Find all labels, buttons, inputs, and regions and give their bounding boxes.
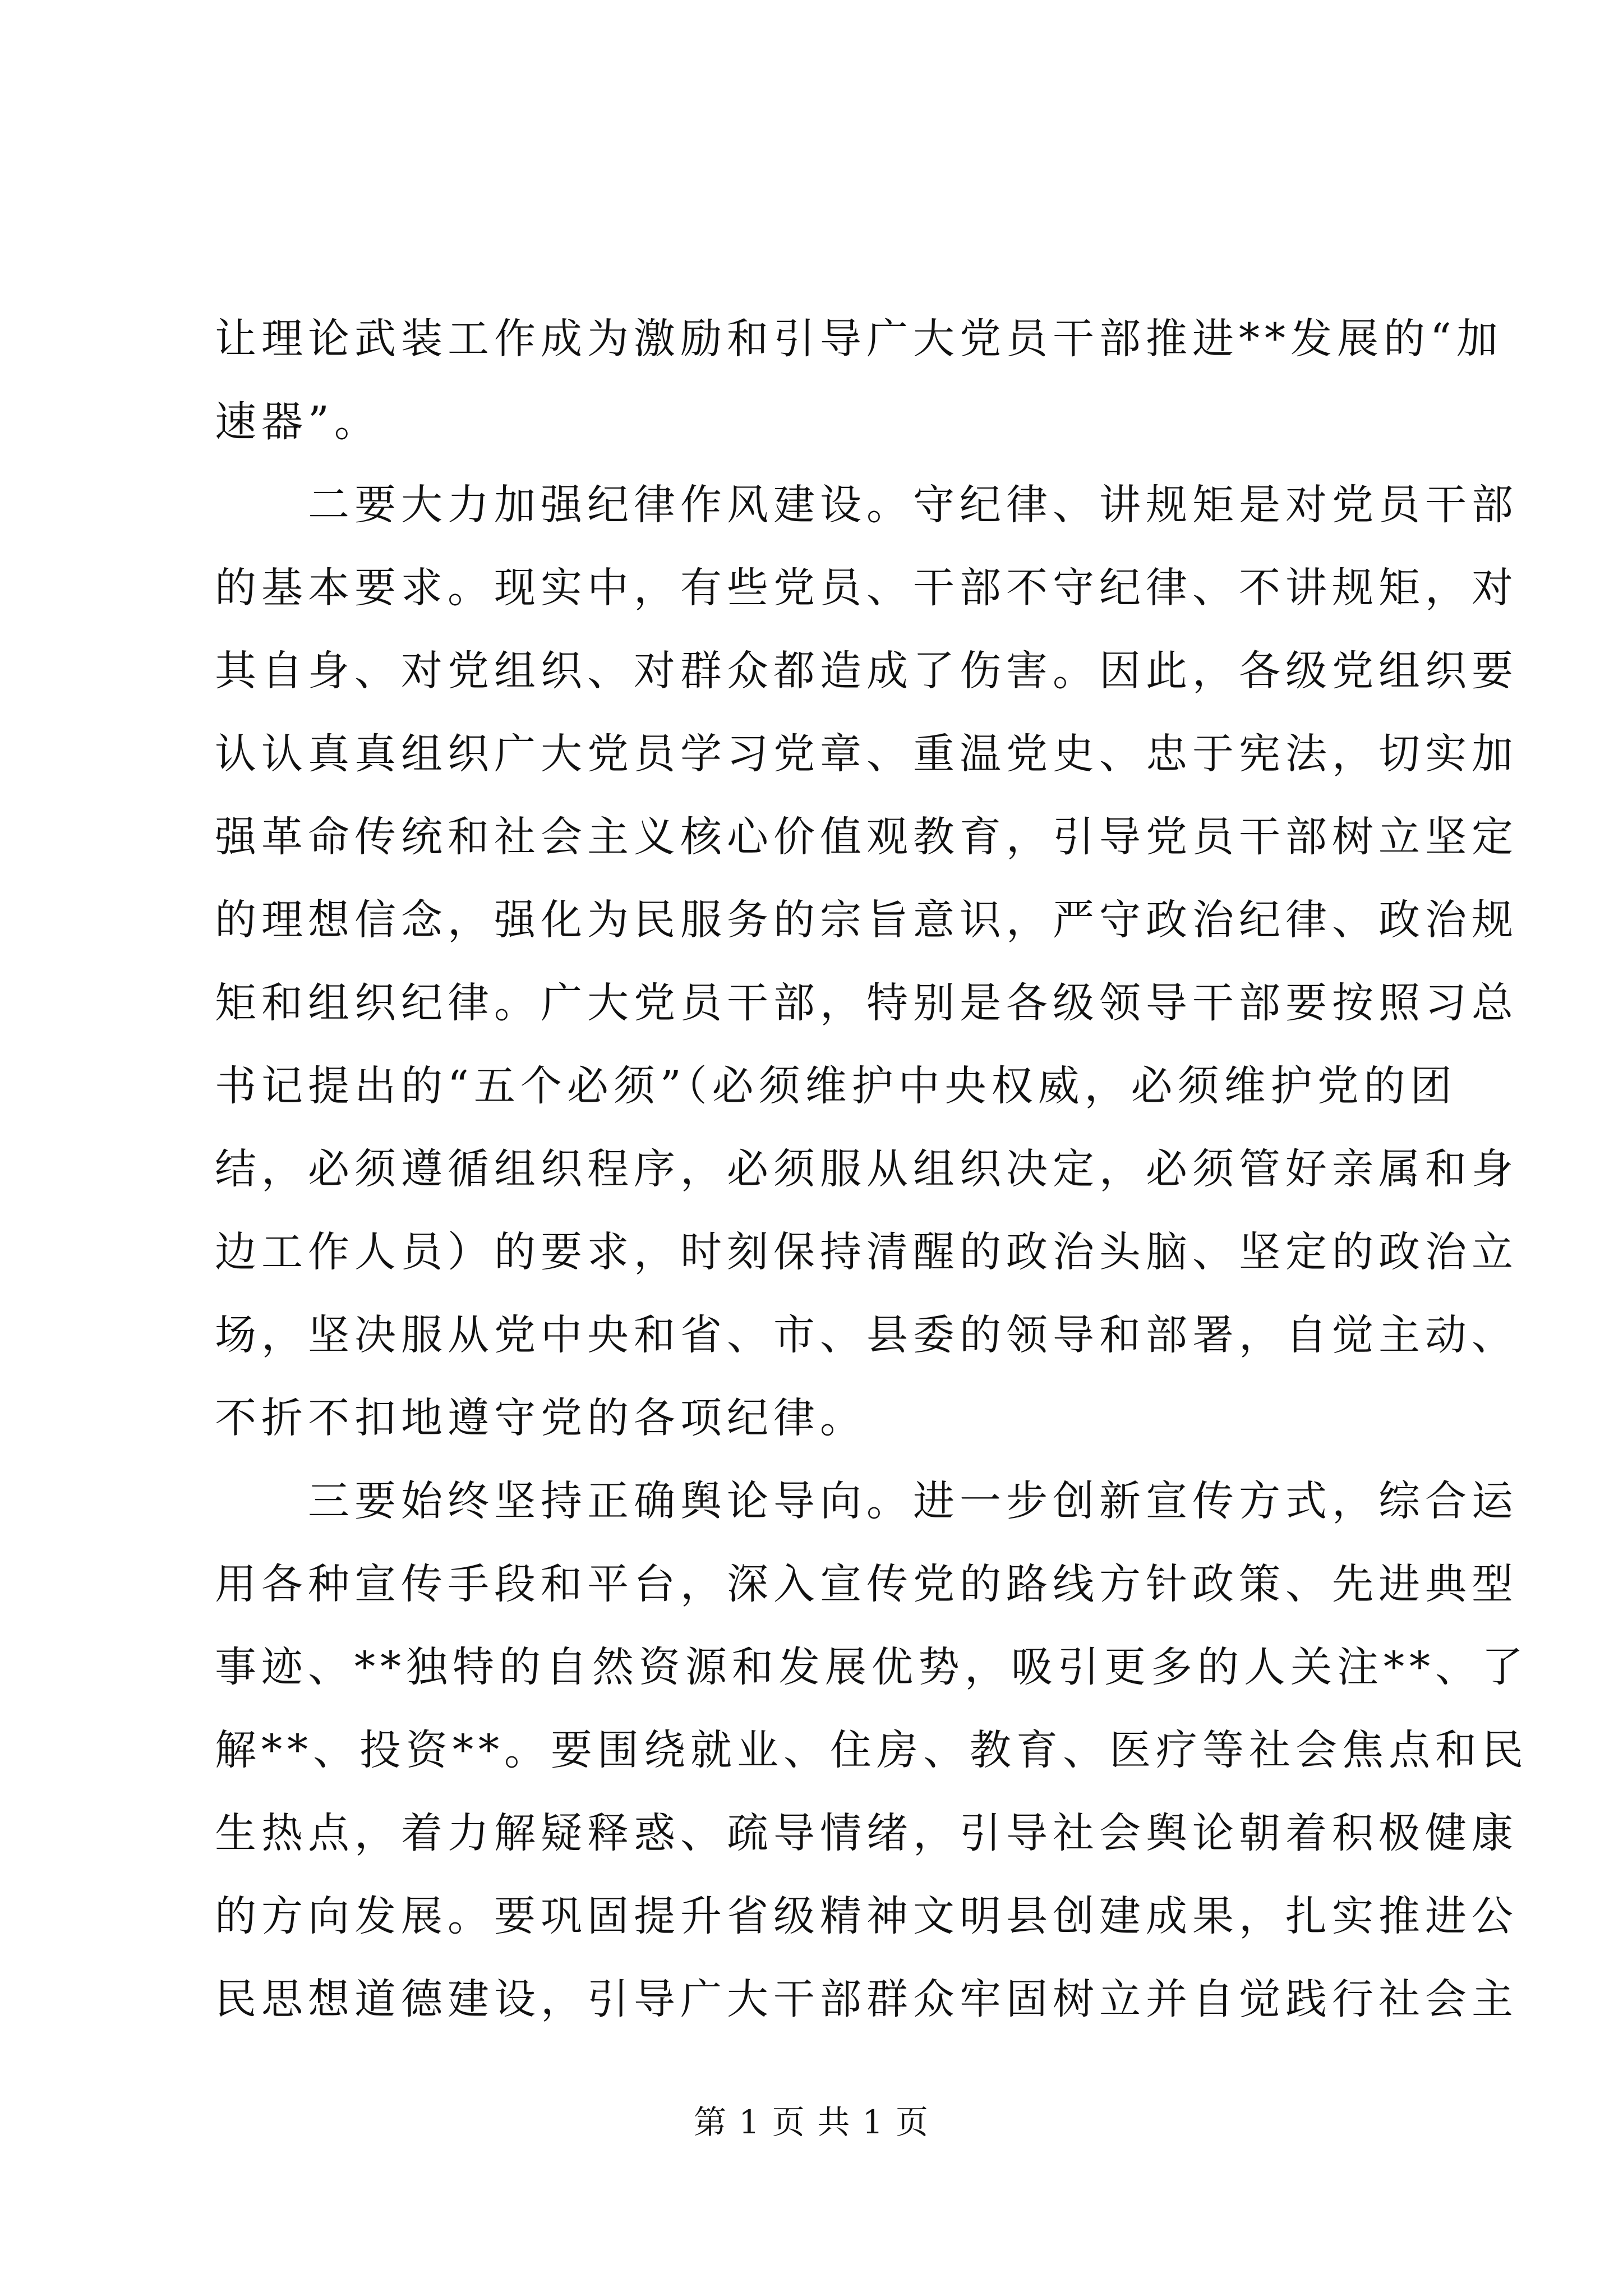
text-line: 事迹、**独特的自然资源和发展优势，吸引更多的人关注**、了 — [215, 1643, 1528, 1691]
text-line: 的基本要求。现实中，有些党员、干部不守纪律、不讲规矩，对 — [215, 564, 1518, 612]
text-line: 不折不扣地遵守党的各项纪律。 — [215, 1394, 866, 1442]
text-line: 其自身、对党组织、对群众都造成了伤害。因此，各级党组织要 — [215, 647, 1518, 695]
text-line: 结，必须遵循组织程序，必须服从组织决定，必须管好亲属和身 — [215, 1145, 1518, 1193]
text-line: 矩和组织纪律。广大党员干部，特别是各级领导干部要按照习总 — [215, 979, 1518, 1027]
text-line: 的理想信念，强化为民服务的宗旨意识，严守政治纪律、政治规 — [215, 896, 1518, 944]
text-line: 用各种宣传手段和平台，深入宣传党的路线方针政策、先进典型 — [215, 1560, 1518, 1608]
text-line: 民思想道德建设，引导广大干部群众牢固树立并自觉践行社会主 — [215, 1975, 1518, 2023]
text-line: 场，坚决服从党中央和省、市、县委的领导和部署，自觉主动、 — [215, 1311, 1518, 1359]
text-line: 强革命传统和社会主义核心价值观教育，引导党员干部树立坚定 — [215, 813, 1518, 861]
text-line: 认认真真组织广大党员学习党章、重温党史、忠于宪法，切实加 — [215, 730, 1518, 778]
page-number-footer: 第 1 页 共 1 页 — [694, 2103, 929, 2141]
text-line: 解**、投资**。要围绕就业、住房、教育、医疗等社会焦点和民 — [215, 1726, 1528, 1774]
text-line: 边工作人员）的要求，时刻保持清醒的政治头脑、坚定的政治立 — [215, 1228, 1518, 1276]
text-line: 速器”。 — [215, 398, 381, 446]
body-text — [215, 297, 1528, 2041]
text-line: 书记提出的“五个必须”（必须维护中央权威，必须维护党的团 — [215, 1062, 1457, 1110]
paragraph-start-line: 二要大力加强纪律作风建设。守纪律、讲规矩是对党员干部 — [308, 481, 1518, 529]
text-line: 生热点，着力解疑释惑、疏导情绪，引导社会舆论朝着积极健康 — [215, 1809, 1518, 1857]
text-line: 的方向发展。要巩固提升省级精神文明县创建成果，扎实推进公 — [215, 1892, 1518, 1940]
text-line: 让理论武装工作成为激励和引导广大党员干部推进**发展的“加 — [215, 315, 1503, 363]
paragraph-start-line: 三要始终坚持正确舆论导向。进一步创新宣传方式，综合运 — [308, 1477, 1518, 1525]
